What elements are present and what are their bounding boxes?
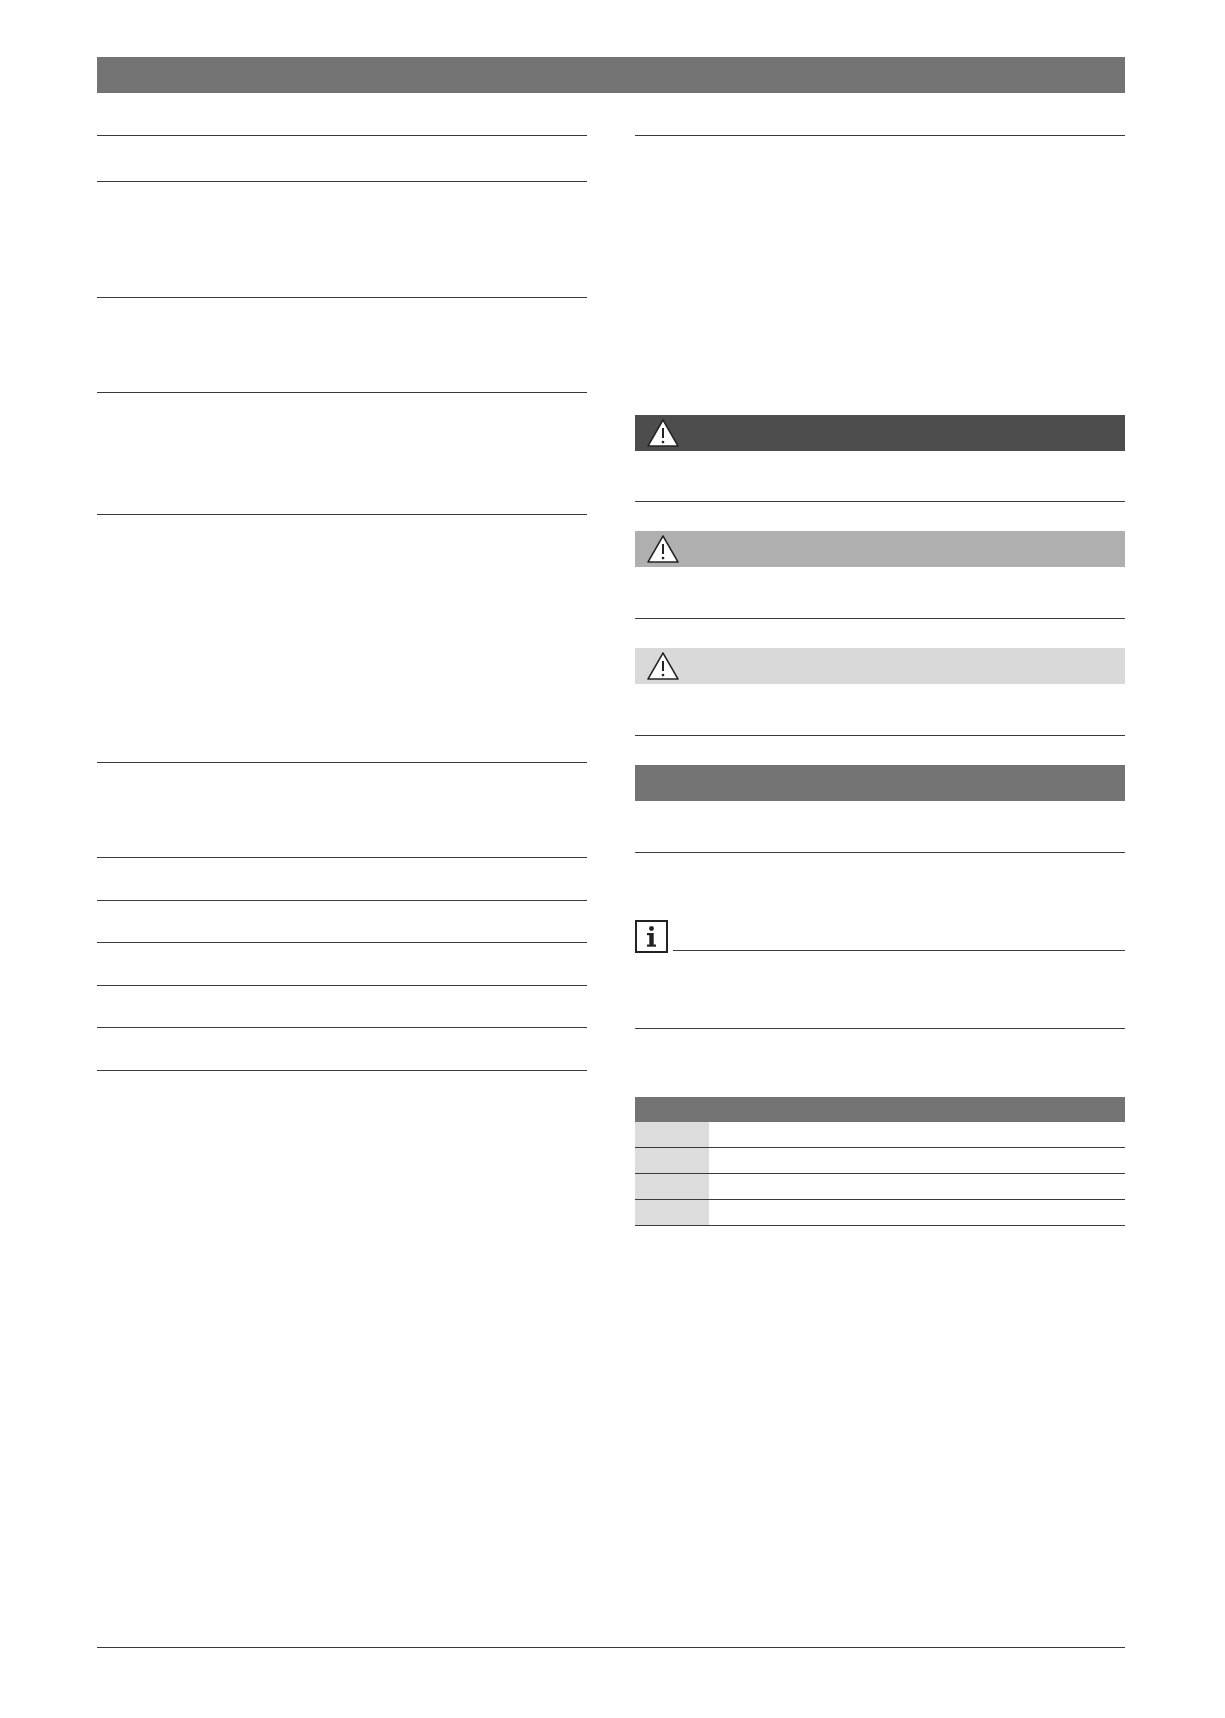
- warning-triangle-icon: [646, 534, 680, 564]
- table-key-cell: [635, 1122, 709, 1148]
- warning-triangle-icon: [646, 418, 680, 448]
- divider: [635, 852, 1125, 853]
- divider: [97, 985, 587, 986]
- warning-triangle-icon: [646, 651, 680, 681]
- table-row: [635, 1148, 1125, 1174]
- divider: [635, 735, 1125, 736]
- divider: [97, 1070, 587, 1071]
- notice-bar: [635, 765, 1125, 801]
- row-divider: [635, 1225, 1125, 1226]
- table-key-cell: [635, 1174, 709, 1200]
- divider: [635, 1028, 1125, 1029]
- divider: [97, 297, 587, 298]
- warning-bar-caution: [635, 648, 1125, 684]
- divider: [635, 501, 1125, 502]
- divider: [97, 857, 587, 858]
- divider: [97, 762, 587, 763]
- divider: [635, 618, 1125, 619]
- divider: [97, 900, 587, 901]
- divider: [97, 942, 587, 943]
- table-header: [635, 1097, 1125, 1122]
- table-row: [635, 1174, 1125, 1200]
- table-row: [635, 1122, 1125, 1148]
- divider: [97, 514, 587, 515]
- divider: [635, 135, 1125, 136]
- table-key-cell: [635, 1200, 709, 1226]
- table-key-cell: [635, 1148, 709, 1174]
- info-icon: [635, 920, 668, 953]
- divider: [97, 392, 587, 393]
- table-row: [635, 1200, 1125, 1226]
- warning-bar-danger: [635, 415, 1125, 451]
- divider: [97, 1027, 587, 1028]
- divider: [673, 950, 1125, 951]
- divider: [97, 181, 587, 182]
- warning-bar-warning: [635, 531, 1125, 567]
- page-header-bar: [97, 57, 1125, 93]
- footer-divider: [97, 1647, 1125, 1648]
- divider: [97, 135, 587, 136]
